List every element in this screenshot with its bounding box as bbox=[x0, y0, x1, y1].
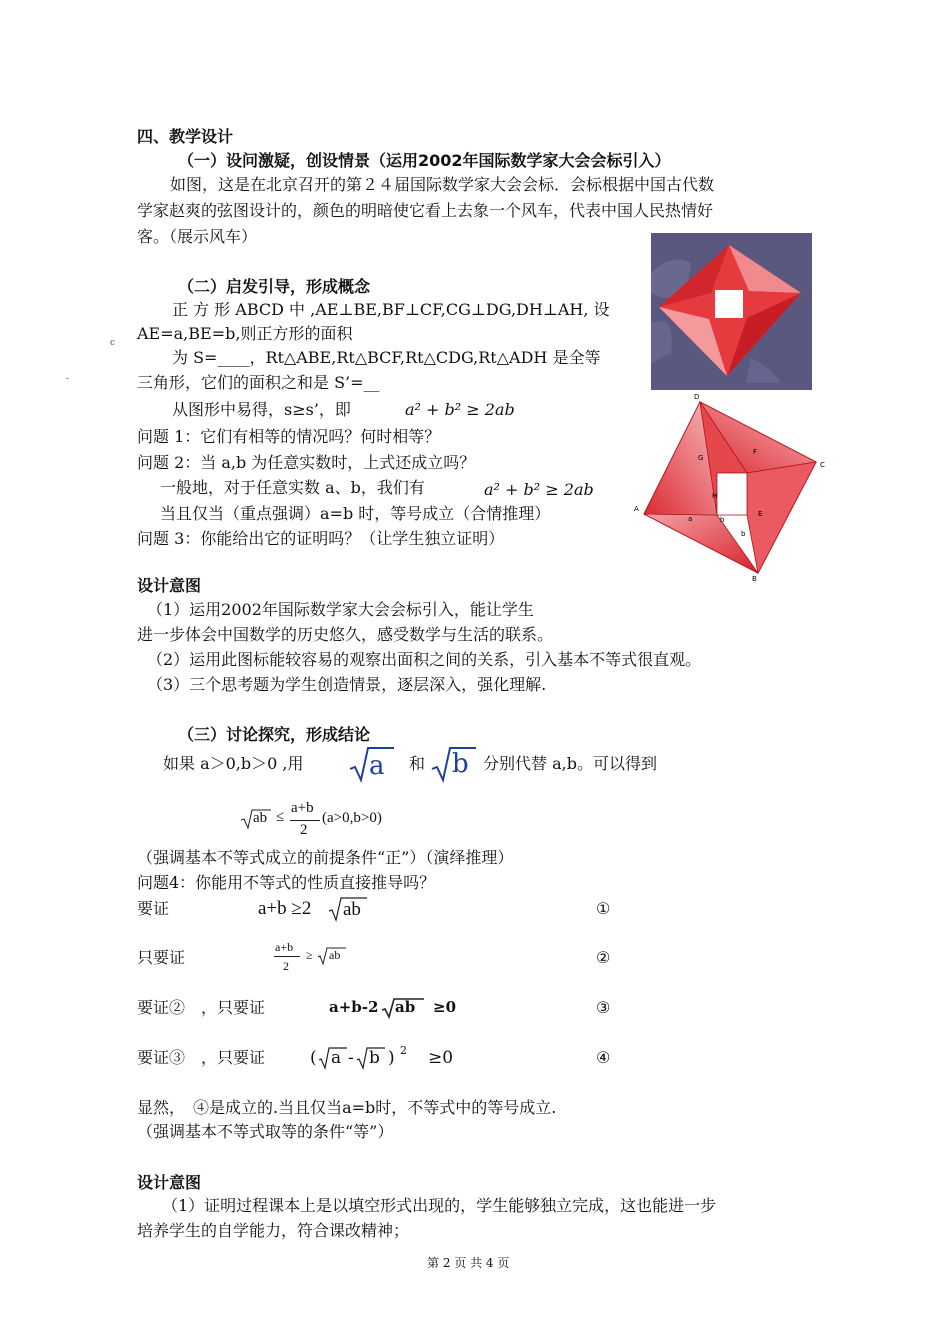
paragraph-line: 三角形，它们的面积之和是 S’=__ bbox=[137, 373, 380, 392]
note-line: （强调基本不等式取等的条件“等”） bbox=[137, 1122, 394, 1141]
paragraph-line: 从图形中易得，s≥s’，即 bbox=[172, 400, 351, 419]
paragraph-line: 客。（展示风车） bbox=[137, 227, 258, 246]
question-3: 问题 3：你能给出它的证明吗？（让学生独立证明） bbox=[137, 529, 505, 548]
congress-logo-image bbox=[651, 233, 812, 390]
conclusion-line: 显然， ④是成立的.当且仅当a=b时，不等式中的等号成立. bbox=[137, 1098, 557, 1117]
step-number: ④ bbox=[596, 1048, 611, 1067]
radicand: b bbox=[452, 749, 469, 779]
paragraph-line: （2）运用此图标能较容易的观察出面积之间的关系，引入基本不等式很直观。 bbox=[147, 650, 702, 669]
radicand: ab bbox=[253, 810, 268, 826]
stray-mark: c bbox=[110, 338, 116, 348]
fraction-bar bbox=[290, 820, 320, 821]
subsection-3-heading: （三）讨论探究，形成结论 bbox=[178, 725, 371, 744]
side-label-a: a bbox=[688, 515, 693, 523]
proof-expression-3 bbox=[329, 998, 457, 1016]
point-label-h: H bbox=[712, 492, 718, 500]
step-number: ① bbox=[596, 899, 611, 918]
proof-label: 要证 bbox=[137, 899, 170, 918]
point-label-g: G bbox=[698, 454, 704, 462]
radicand: ab bbox=[395, 998, 416, 1016]
paragraph-line: 为 S=____，Rt△ABE,Rt△BCF,Rt△CDG,Rt△ADH 是全等 bbox=[172, 348, 601, 367]
radicand: a bbox=[369, 751, 385, 781]
paragraph-line: 学家赵爽的弦图设计的，颜色的明暗使它看上去象一个风车，代表中国人民热情好 bbox=[137, 201, 714, 220]
note-line: （强调基本不等式成立的前提条件“正”）（演绎推理） bbox=[137, 848, 514, 867]
radicand: ab bbox=[343, 899, 361, 920]
proof-expression-4 bbox=[310, 1044, 480, 1074]
proof-label: 只要证 bbox=[137, 948, 186, 967]
paragraph-line: 分别代替 a,b。可以得到 bbox=[483, 754, 657, 773]
ge-zero: ≥0 bbox=[433, 998, 457, 1016]
question-4: 问题4：你能用不等式的性质直接推导吗？ bbox=[137, 873, 436, 892]
section-title: 四、教学设计 bbox=[137, 127, 234, 146]
side-label-b: b bbox=[720, 516, 725, 524]
am-gm-formula bbox=[240, 800, 410, 844]
subsection-1-heading: （一）设问激疑，创设情景（运用2002年国际数学家大会会标引入） bbox=[178, 151, 671, 170]
paragraph-line: 正 方 形 ABCD 中 ,AE⊥BE,BF⊥CF,CG⊥DG,DH⊥AH, 设 bbox=[172, 300, 610, 319]
expression-text: a+b ≥2 bbox=[258, 898, 312, 919]
question-1: 问题 1：它们有相等的情况吗？何时相等？ bbox=[137, 427, 441, 446]
ge-zero: ≥0 bbox=[428, 1048, 454, 1068]
proof-expression-1 bbox=[258, 898, 361, 920]
subsection-2-heading: （二）启发引导，形成概念 bbox=[178, 277, 371, 296]
proof-expression-2 bbox=[273, 938, 383, 978]
paragraph-line: 如图，这是在北京召开的第２４届国际数学家大会会标．会标根据中国古代数 bbox=[170, 175, 715, 194]
step-number: ③ bbox=[596, 998, 611, 1017]
inequality-formula: a² + b² ≥ 2ab bbox=[484, 480, 594, 499]
open-paren: ( bbox=[310, 1048, 317, 1068]
paragraph-line: 当且仅当（重点强调）a=b 时，等号成立（合情推理） bbox=[160, 504, 551, 523]
paragraph-line: （1）证明过程课本上是以填空形式出现的，学生能够独立完成，这也能进一步 bbox=[162, 1196, 717, 1215]
point-label-e: E bbox=[758, 510, 763, 518]
proof-label: 要证② ，只要证 bbox=[137, 998, 266, 1017]
exponent: 2 bbox=[400, 1044, 407, 1057]
inequality-formula: a² + b² ≥ 2ab bbox=[405, 400, 515, 419]
radicand: ab bbox=[329, 948, 341, 962]
denominator: 2 bbox=[283, 959, 289, 973]
point-label-f: F bbox=[753, 448, 758, 456]
vertex-label-d: D bbox=[694, 393, 700, 401]
numerator: a+b bbox=[291, 800, 314, 816]
close-paren: ) bbox=[388, 1048, 395, 1068]
fraction-bar bbox=[274, 956, 300, 957]
radicand: a bbox=[331, 1048, 342, 1068]
vertex-label-b: B bbox=[752, 575, 757, 583]
paragraph-line: AE=a,BE=b,则正方形的面积 bbox=[137, 324, 353, 343]
page-footer: 第 2 页 共 4 页 bbox=[427, 1256, 510, 1270]
paragraph-line: （3）三个思考题为学生创造情景，逐层深入，强化理解. bbox=[147, 675, 547, 694]
paragraph-line: （1）运用2002年国际数学家大会会标引入，能让学生 bbox=[147, 600, 534, 619]
numerator: a+b bbox=[275, 940, 294, 954]
stray-mark: - bbox=[66, 374, 70, 384]
paragraph-line: 如果 a＞0,b＞0 ,用 bbox=[163, 754, 304, 773]
minus-sign: - bbox=[348, 1048, 354, 1068]
condition: (a>0,b>0) bbox=[322, 810, 382, 826]
step-number: ② bbox=[596, 948, 611, 967]
paragraph-line: 培养学生的自学能力，符合课改精神； bbox=[137, 1221, 410, 1240]
design-intent-heading: 设计意图 bbox=[137, 1173, 202, 1192]
proof-label: 要证③ ，只要证 bbox=[137, 1048, 266, 1067]
ge-sign: ≥ bbox=[306, 948, 313, 962]
vertex-label-c: C bbox=[820, 461, 825, 469]
chord-diagram bbox=[628, 390, 838, 585]
paragraph-line: 一般地，对于任意实数 a、b，我们有 bbox=[160, 478, 425, 497]
paragraph-line: 进一步体会中国数学的历史悠久，感受数学与生活的联系。 bbox=[137, 625, 554, 644]
radicand: b bbox=[369, 1048, 380, 1068]
conjunction: 和 bbox=[409, 754, 426, 773]
side-label-b: b bbox=[741, 530, 746, 538]
le-sign: ≤ bbox=[276, 809, 285, 825]
vertex-label-a: A bbox=[634, 505, 639, 513]
denominator: 2 bbox=[300, 822, 308, 838]
question-2: 问题 2：当 a,b 为任意实数时，上式还成立吗？ bbox=[137, 453, 476, 472]
design-intent-heading: 设计意图 bbox=[137, 576, 202, 595]
expression-text: a+b-2 bbox=[329, 998, 379, 1016]
